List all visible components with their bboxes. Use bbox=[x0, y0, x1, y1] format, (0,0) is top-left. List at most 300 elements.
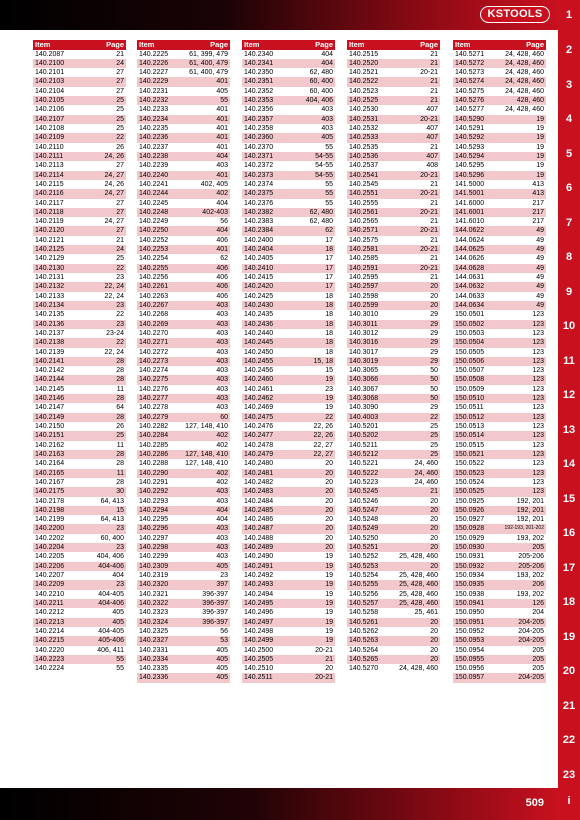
page-reference: 24, 27 bbox=[104, 190, 124, 198]
index-row bbox=[347, 431, 440, 440]
index-row bbox=[137, 338, 230, 347]
page-reference: 25 bbox=[116, 432, 124, 440]
item-number: 140.2261 bbox=[139, 283, 169, 291]
index-row bbox=[33, 161, 126, 170]
item-number: 140.5247 bbox=[349, 506, 379, 514]
chapter-tab[interactable]: 17 bbox=[562, 562, 576, 574]
page-reference: 22 bbox=[116, 264, 124, 272]
index-row bbox=[453, 375, 546, 384]
chapter-tab[interactable]: 21 bbox=[562, 700, 576, 712]
index-row bbox=[242, 422, 335, 431]
item-number: 140.2461 bbox=[244, 385, 274, 393]
item-number: 150.0506 bbox=[455, 357, 485, 365]
page-reference: 15, 18 bbox=[313, 357, 333, 365]
chapter-tab[interactable]: 23 bbox=[562, 769, 576, 781]
page-reference: 55 bbox=[325, 143, 333, 151]
index-row bbox=[33, 450, 126, 459]
item-number: 140.2571 bbox=[349, 227, 379, 235]
item-number: 140.2131 bbox=[35, 274, 65, 281]
item-number: 140.2104 bbox=[35, 87, 65, 95]
index-row bbox=[242, 552, 335, 561]
index-row bbox=[33, 627, 126, 636]
page-reference: 193, 202 bbox=[516, 590, 544, 598]
page-reference: 21 bbox=[430, 78, 438, 86]
page-reference: 20-21 bbox=[420, 69, 438, 77]
page-reference: 25 bbox=[116, 106, 124, 114]
item-number: 141.6010 bbox=[455, 218, 485, 226]
item-number: 140.2480 bbox=[244, 460, 274, 468]
index-row bbox=[242, 375, 335, 384]
item-number: 140.2207 bbox=[35, 572, 65, 579]
page-reference: 28 bbox=[116, 367, 124, 375]
index-row bbox=[242, 264, 335, 273]
index-row bbox=[453, 50, 546, 59]
index-row bbox=[242, 590, 335, 599]
index-row bbox=[137, 571, 230, 580]
chapter-tab[interactable]: 7 bbox=[565, 217, 573, 229]
item-number: 140.2268 bbox=[139, 311, 169, 319]
index-row bbox=[137, 450, 230, 459]
page-reference: 18 bbox=[325, 320, 333, 328]
item-number: 140.2295 bbox=[139, 516, 169, 524]
chapter-tab[interactable]: 8 bbox=[565, 251, 573, 263]
page-reference: 22, 26 bbox=[313, 432, 333, 440]
index-row bbox=[137, 627, 230, 636]
index-row bbox=[453, 236, 546, 245]
item-number: 150.0508 bbox=[455, 376, 485, 384]
chapter-tab[interactable]: 13 bbox=[562, 424, 576, 436]
page-reference: 20 bbox=[430, 562, 438, 570]
index-row bbox=[347, 143, 440, 152]
item-number: 140.2405 bbox=[244, 255, 274, 263]
item-number: 140.5258 bbox=[349, 609, 379, 617]
index-row bbox=[347, 459, 440, 468]
item-number: 140.2479 bbox=[244, 450, 274, 458]
item-number: 140.2493 bbox=[244, 581, 274, 589]
item-number: 140.2231 bbox=[139, 87, 169, 95]
item-number: 150.0952 bbox=[455, 627, 485, 635]
item-number: 140.2462 bbox=[244, 395, 274, 403]
index-row bbox=[347, 515, 440, 524]
chapter-tab[interactable]: 14 bbox=[562, 458, 576, 470]
index-row bbox=[137, 180, 230, 189]
item-number: 140.2455 bbox=[244, 357, 274, 365]
page-reference: 28 bbox=[116, 450, 124, 458]
page-reference: 18 bbox=[325, 301, 333, 309]
index-row bbox=[242, 199, 335, 208]
page-header: Page bbox=[420, 40, 438, 49]
page-reference: 123 bbox=[532, 311, 544, 319]
page-reference: 50 bbox=[430, 376, 438, 384]
item-number: 140.5245 bbox=[349, 488, 379, 496]
index-row bbox=[33, 618, 126, 627]
page-reference: 21 bbox=[430, 97, 438, 105]
index-row bbox=[453, 431, 546, 440]
page-reference: 24, 460 bbox=[414, 478, 438, 486]
item-number: 140.2340 bbox=[244, 50, 274, 58]
index-row bbox=[242, 450, 335, 459]
page-reference: 60, 400 bbox=[309, 87, 333, 95]
index-row bbox=[347, 292, 440, 301]
page-reference: 27 bbox=[116, 227, 124, 235]
index-row bbox=[347, 264, 440, 273]
page-reference: 25 bbox=[116, 255, 124, 263]
index-row bbox=[33, 497, 126, 506]
index-row bbox=[347, 469, 440, 478]
item-number: 150.0951 bbox=[455, 618, 485, 626]
item-number: 140.2134 bbox=[35, 301, 65, 309]
page-reference: 123 bbox=[532, 460, 544, 468]
page-reference: 403 bbox=[216, 385, 228, 393]
page-reference: 19 bbox=[536, 125, 544, 132]
page-reference: 22, 26 bbox=[313, 423, 333, 430]
index-row bbox=[347, 208, 440, 217]
index-row bbox=[453, 171, 546, 180]
index-row bbox=[137, 133, 230, 142]
index-row bbox=[137, 422, 230, 431]
index-row bbox=[347, 226, 440, 235]
page-reference: 26 bbox=[116, 143, 124, 151]
item-number: 140.2250 bbox=[139, 227, 169, 235]
item-number: 150.0512 bbox=[455, 413, 485, 421]
page-reference: 401 bbox=[216, 134, 228, 142]
chapter-tab[interactable]: 16 bbox=[562, 527, 576, 539]
index-row bbox=[137, 608, 230, 617]
item-number: 140.2510 bbox=[244, 665, 274, 673]
chapter-tab[interactable]: 15 bbox=[562, 493, 576, 505]
page-reference: 22 bbox=[430, 413, 438, 421]
page-reference: 19 bbox=[325, 395, 333, 403]
item-number: 140.2245 bbox=[139, 199, 169, 207]
item-number: 140.2272 bbox=[139, 348, 169, 356]
index-row bbox=[242, 254, 335, 263]
item-number: 140.2319 bbox=[139, 572, 169, 579]
page-reference: 29 bbox=[430, 311, 438, 319]
index-row bbox=[347, 338, 440, 347]
page-reference: 62, 480 bbox=[309, 208, 333, 216]
item-number: 140.5222 bbox=[349, 469, 379, 477]
index-row bbox=[137, 366, 230, 375]
item-number: 140.2288 bbox=[139, 460, 169, 468]
item-number: 140.2440 bbox=[244, 329, 274, 337]
index-row bbox=[33, 385, 126, 394]
column-header bbox=[453, 40, 546, 50]
item-number: 140.2227 bbox=[139, 69, 169, 77]
page-reference: 27 bbox=[116, 69, 124, 77]
page-reference: 20 bbox=[325, 497, 333, 505]
index-row bbox=[453, 96, 546, 105]
item-number: 140.2322 bbox=[139, 599, 169, 607]
chapter-tab[interactable]: 9 bbox=[565, 286, 573, 298]
item-number: 140.2511 bbox=[244, 674, 273, 682]
index-row bbox=[137, 441, 230, 450]
index-row bbox=[347, 180, 440, 189]
item-number: 140.2239 bbox=[139, 162, 169, 170]
index-row bbox=[347, 133, 440, 142]
page-reference: 49 bbox=[536, 264, 544, 272]
item-number: 140.2335 bbox=[139, 665, 169, 673]
item-number: 140.5263 bbox=[349, 637, 379, 645]
index-row bbox=[137, 245, 230, 254]
item-number: 140.2469 bbox=[244, 404, 274, 412]
column-header bbox=[137, 40, 230, 50]
item-number: 150.0932 bbox=[455, 562, 485, 570]
page-reference: 20 bbox=[430, 655, 438, 663]
index-row bbox=[242, 664, 335, 673]
page-reference: 22 bbox=[325, 413, 333, 421]
index-row bbox=[137, 348, 230, 357]
index-row bbox=[453, 655, 546, 664]
index-row bbox=[347, 543, 440, 552]
page-reference: 62 bbox=[220, 255, 228, 263]
index-row bbox=[242, 171, 335, 180]
item-number: 144.0634 bbox=[455, 301, 485, 309]
item-number: 140.2087 bbox=[35, 50, 65, 58]
item-number: 140.5295 bbox=[455, 162, 485, 170]
index-row bbox=[453, 124, 546, 133]
chapter-tab[interactable]: 11 bbox=[563, 355, 575, 367]
index-row bbox=[242, 50, 335, 59]
chapter-tab[interactable]: 12 bbox=[562, 389, 576, 401]
page-reference: 404, 406 bbox=[305, 97, 333, 105]
index-row bbox=[242, 627, 335, 636]
index-row bbox=[137, 385, 230, 394]
index-row bbox=[33, 487, 126, 496]
page-reference: 54-55 bbox=[315, 162, 333, 170]
index-row bbox=[453, 478, 546, 487]
item-number: 141.5000 bbox=[455, 180, 485, 188]
item-number: 140.2425 bbox=[244, 292, 274, 300]
index-row bbox=[33, 608, 126, 617]
item-number: 140.2383 bbox=[244, 218, 274, 226]
page-reference: 403 bbox=[216, 339, 228, 347]
chapter-tab[interactable]: 18 bbox=[562, 596, 576, 608]
index-row bbox=[242, 180, 335, 189]
item-number: 140.2494 bbox=[244, 590, 274, 598]
chapter-tab[interactable]: 3 bbox=[565, 79, 573, 91]
page-reference: 19 bbox=[325, 599, 333, 607]
index-row bbox=[137, 189, 230, 198]
item-number: 140.2551 bbox=[349, 190, 379, 198]
index-row bbox=[33, 422, 126, 431]
index-row bbox=[453, 217, 546, 226]
index-row bbox=[453, 403, 546, 412]
page-reference: 24, 27 bbox=[104, 218, 124, 226]
item-number: 140.2370 bbox=[244, 143, 274, 151]
item-number: 140.2244 bbox=[139, 190, 169, 198]
index-row bbox=[242, 441, 335, 450]
item-number: 140.2130 bbox=[35, 264, 65, 272]
index-row bbox=[137, 68, 230, 77]
item-number: 140.5272 bbox=[455, 59, 485, 67]
page-reference: 21 bbox=[430, 236, 438, 244]
item-number: 140.2106 bbox=[35, 106, 65, 114]
item-number: 140.2496 bbox=[244, 609, 274, 617]
item-number: 140.2460 bbox=[244, 376, 274, 384]
item-number: 144.0622 bbox=[455, 227, 485, 235]
index-row bbox=[347, 385, 440, 394]
index-row bbox=[453, 329, 546, 338]
item-number: 140.2291 bbox=[139, 478, 169, 486]
page-reference: 61, 399, 479 bbox=[189, 50, 228, 58]
page-reference: 27 bbox=[116, 87, 124, 95]
page-reference: 24 bbox=[116, 246, 124, 254]
page-reference: 23 bbox=[220, 572, 228, 579]
page-reference: 205 bbox=[532, 544, 544, 552]
index-row bbox=[453, 180, 546, 189]
chapter-tab[interactable]: 19 bbox=[562, 631, 576, 643]
index-row bbox=[137, 59, 230, 68]
item-number: 140.3016 bbox=[349, 339, 379, 347]
page-reference: 25 bbox=[116, 115, 124, 123]
index-row bbox=[347, 199, 440, 208]
page-reference: 406 bbox=[216, 292, 228, 300]
item-number: 140.2293 bbox=[139, 497, 169, 505]
item-number: 140.2492 bbox=[244, 572, 274, 579]
page-reference: 21 bbox=[116, 50, 124, 58]
page-reference: 50 bbox=[430, 385, 438, 393]
index-row bbox=[33, 394, 126, 403]
page-header: Page bbox=[315, 40, 333, 49]
index-row bbox=[137, 534, 230, 543]
index-row bbox=[347, 161, 440, 170]
index-row bbox=[242, 245, 335, 254]
chapter-tab[interactable]: 2 bbox=[565, 44, 573, 56]
index-row bbox=[33, 469, 126, 478]
item-number: 150.0930 bbox=[455, 544, 485, 552]
item-number: 140.5221 bbox=[349, 460, 379, 468]
page-reference: 404-405 bbox=[98, 627, 124, 635]
item-number: 140.2249 bbox=[139, 218, 169, 226]
page-reference: 25 bbox=[116, 97, 124, 105]
page-reference: 19 bbox=[325, 553, 333, 561]
item-number: 140.2237 bbox=[139, 143, 169, 151]
index-row bbox=[453, 552, 546, 561]
item-header: Item bbox=[244, 40, 260, 49]
page-reference: 20 bbox=[325, 488, 333, 496]
chapter-tab[interactable]: 20 bbox=[562, 665, 576, 677]
item-number: 140.2410 bbox=[244, 264, 274, 272]
index-row bbox=[453, 338, 546, 347]
index-row bbox=[242, 161, 335, 170]
page-reference: 25 bbox=[430, 432, 438, 440]
item-number: 140.2336 bbox=[139, 674, 169, 682]
page-reference: 17 bbox=[325, 264, 333, 272]
page-reference: 18 bbox=[325, 348, 333, 356]
page-reference: 19 bbox=[325, 562, 333, 570]
page-reference: 217 bbox=[532, 199, 544, 207]
item-number: 140.2135 bbox=[35, 311, 65, 319]
item-number: 140.5273 bbox=[455, 69, 485, 77]
page-reference: 29 bbox=[430, 348, 438, 356]
index-row bbox=[242, 236, 335, 245]
page-reference: 206 bbox=[532, 581, 544, 589]
page-reference: 24, 428, 460 bbox=[399, 665, 438, 673]
item-number: 140.2372 bbox=[244, 162, 274, 170]
page-reference: 404 bbox=[216, 199, 228, 207]
index-row bbox=[137, 310, 230, 319]
page-reference: 204-205 bbox=[518, 618, 544, 626]
index-row bbox=[242, 608, 335, 617]
item-number: 140.2521 bbox=[349, 69, 379, 77]
item-number: 150.0931 bbox=[455, 553, 485, 561]
page-reference: 123 bbox=[532, 339, 544, 347]
index-row bbox=[33, 664, 126, 673]
page-header: Page bbox=[106, 40, 124, 49]
index-row bbox=[137, 143, 230, 152]
index-row bbox=[347, 534, 440, 543]
item-number: 140.2371 bbox=[244, 152, 274, 160]
chapter-tab[interactable]: 10 bbox=[562, 320, 576, 332]
index-row bbox=[137, 152, 230, 161]
index-row bbox=[242, 338, 335, 347]
item-number: 140.2103 bbox=[35, 78, 65, 86]
item-number: 150.0950 bbox=[455, 609, 485, 617]
item-number: 140.2213 bbox=[35, 618, 65, 626]
chapter-tab[interactable]: 5 bbox=[565, 148, 573, 160]
index-row bbox=[347, 608, 440, 617]
index-row bbox=[33, 599, 126, 608]
item-number: 140.5212 bbox=[349, 450, 379, 458]
index-row bbox=[33, 96, 126, 105]
index-row bbox=[137, 459, 230, 468]
index-row bbox=[137, 208, 230, 217]
item-number: 140.2476 bbox=[244, 423, 274, 430]
item-number: 140.2420 bbox=[244, 283, 274, 291]
page-reference: 25, 428, 460 bbox=[399, 581, 438, 589]
item-number: 140.5275 bbox=[455, 87, 485, 95]
index-row bbox=[347, 245, 440, 254]
chapter-tab[interactable]: 6 bbox=[565, 182, 573, 194]
page-reference: 401 bbox=[216, 143, 228, 151]
index-row bbox=[33, 580, 126, 589]
item-number: 140.2199 bbox=[35, 516, 65, 524]
page-reference: 123 bbox=[532, 450, 544, 458]
page-reference: 403 bbox=[216, 404, 228, 412]
item-number: 150.0957 bbox=[455, 674, 485, 682]
page-reference: 20 bbox=[325, 665, 333, 673]
item-number: 140.5265 bbox=[349, 655, 379, 663]
item-number: 150.0938 bbox=[455, 590, 485, 598]
item-number: 140.2118 bbox=[35, 208, 64, 216]
index-row bbox=[453, 450, 546, 459]
item-number: 150.0935 bbox=[455, 581, 485, 589]
index-row bbox=[453, 59, 546, 68]
index-row bbox=[453, 524, 546, 533]
item-number: 150.0501 bbox=[455, 311, 485, 319]
item-number: 150.0925 bbox=[455, 497, 485, 505]
item-header: Item bbox=[349, 40, 365, 49]
page-reference: 20 bbox=[430, 283, 438, 291]
index-row bbox=[242, 459, 335, 468]
index-row bbox=[347, 375, 440, 384]
chapter-tab[interactable]: i bbox=[567, 795, 571, 807]
item-number: 140.2275 bbox=[139, 376, 169, 384]
index-row bbox=[242, 618, 335, 627]
item-number: 150.0510 bbox=[455, 395, 485, 403]
item-number: 140.2296 bbox=[139, 525, 169, 533]
item-number: 140.2224 bbox=[35, 665, 65, 673]
page-reference: 21 bbox=[430, 199, 438, 207]
item-number: 140.2248 bbox=[139, 208, 169, 216]
item-number: 140.5294 bbox=[455, 152, 485, 160]
chapter-tab[interactable]: 22 bbox=[562, 734, 576, 746]
index-row bbox=[347, 236, 440, 245]
page-reference: 205-206 bbox=[518, 553, 544, 561]
page-reference: 25 bbox=[116, 125, 124, 132]
chapter-tab[interactable]: 4 bbox=[565, 113, 573, 125]
chapter-tab[interactable]: 1 bbox=[565, 9, 573, 21]
